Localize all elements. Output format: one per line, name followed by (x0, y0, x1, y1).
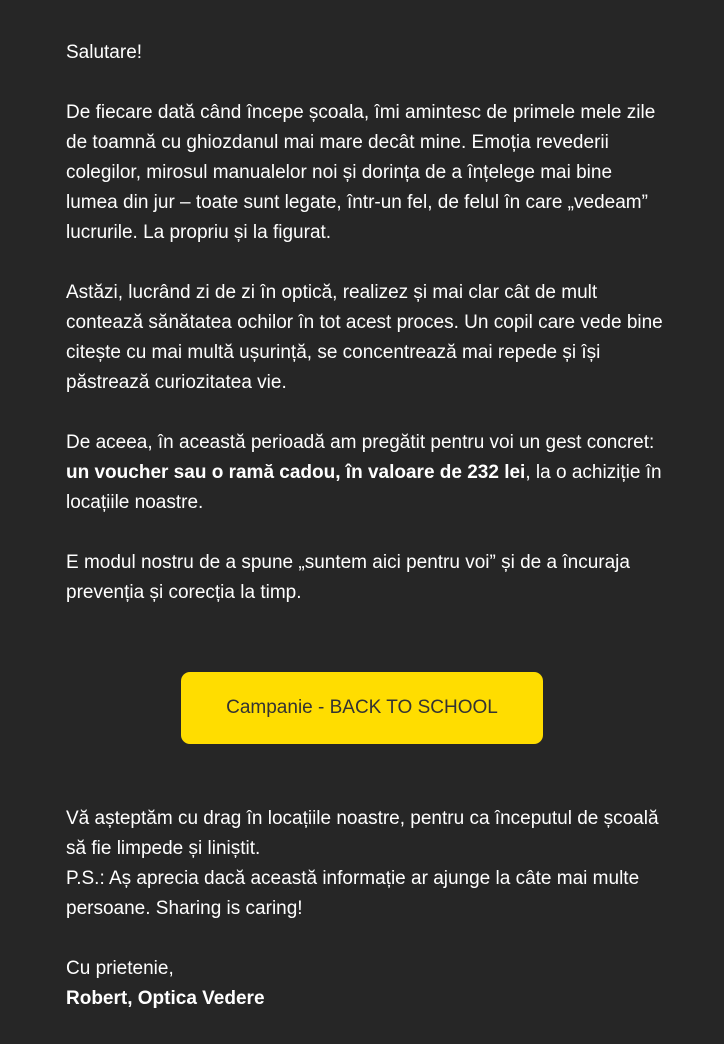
signature-block (66, 954, 664, 1014)
paragraph-childhood-memories: De fiecare dată când începe școala, îmi amintesc de primele mele zile de toamnă cu ghiozdanul mai mare decât mine. Emoția revederii colegilor, mirosul manualelor noi și dorința de a înțelege mai bine lumea din jur – toate sunt legate, într-un fel, de felul în care „vedeam” lucrurile. La propriu și la figurat. (66, 102, 656, 243)
back-to-school-campaign-button[interactable]: Campanie - BACK TO SCHOOL (181, 672, 543, 744)
signature-name: Robert, Optica Vedere (66, 988, 265, 1009)
closing-paragraph (66, 804, 664, 924)
paragraph-prevention: E modul nostru de a spune „suntem aici pentru voi” și de a încuraja prevenția și corecția la timp. (66, 552, 630, 603)
paragraph-eye-health: Astăzi, lucrând zi de zi în optică, realizez și mai clar cât de mult contează sănătatea ochilor în tot acest proces. Un copil care vede bine citește cu mai multă ușurință, se concentrează mai repede și își păstrează curiozitatea vie. (66, 282, 663, 393)
greeting-text: Salutare! (66, 42, 143, 63)
offer-intro-text: De aceea, în această perioadă am pregătit pentru voi un gest concret: (66, 432, 655, 453)
closing-invitation: Vă așteptăm cu drag în locațiile noastre, pentru ca începutul de școală să fie limpede și liniștit. (66, 808, 659, 859)
postscript: P.S.: Aș aprecia dacă această informație ar ajunge la câte mai multe persoane. Sharing is caring! (66, 868, 640, 919)
signoff-text: Cu prietenie, (66, 958, 174, 979)
cta-container (66, 672, 664, 744)
voucher-highlight: un voucher sau o ramă cadou, în valoare de 232 lei (66, 462, 526, 483)
offer-outro-text: , la o achiziție în locațiile noastre. (66, 462, 662, 513)
paragraph-voucher-offer (66, 428, 664, 518)
